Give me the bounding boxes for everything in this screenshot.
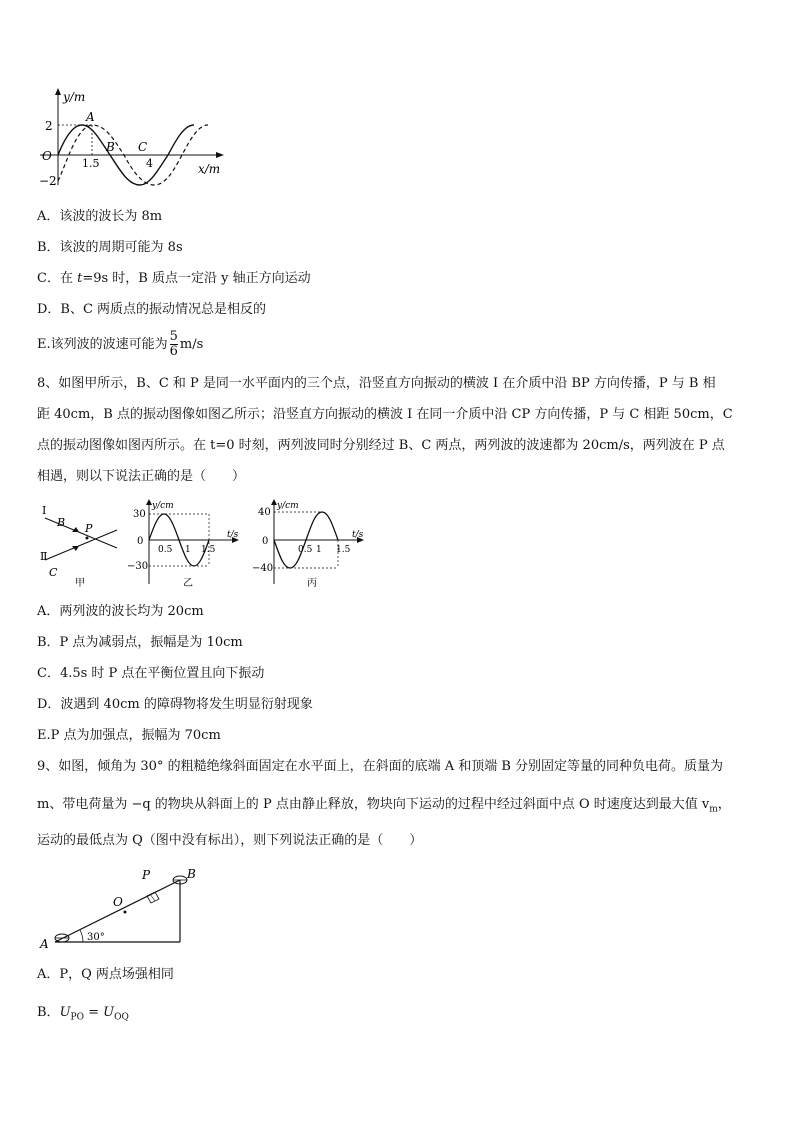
q7-option-e-fraction — [170, 330, 178, 359]
q8-stem-line-3: 点的振动图像如图丙所示。在 t=0 时刻，两列波同时分别经过 B、C 两点，两列波的波速都为 20cm/s，两列波在 P 点 — [37, 438, 725, 453]
q7-option-c-var: t — [77, 271, 83, 286]
q8-stem-line-2: 距 40cm，B 点的振动图像如图乙所示；沿竖直方向振动的横波 I 在同一介质中沿 CP 方向传播，P 与 C 相距 50cm，C — [37, 407, 733, 422]
q7-y-tick-top: 2 — [45, 119, 53, 133]
q9-fig-angle: 30° — [87, 932, 105, 943]
q8-yi-t2: 1 — [185, 545, 191, 555]
q9-fig-point-p: P — [142, 868, 151, 882]
q8-option-e: E.P 点为加强点，振幅为 70cm — [37, 728, 221, 743]
q7-x-axis-label: x/m — [198, 162, 221, 176]
q8-jia-wave-2: Ⅱ — [40, 550, 48, 563]
q7-y-axis-label: y/m — [63, 90, 86, 104]
q7-x-tick-2: 4 — [146, 157, 153, 170]
q8-option-a: A．两列波的波长均为 20cm — [37, 604, 204, 619]
q9-option-b-lhs: U — [59, 1005, 71, 1020]
q7-option-d: D．B、C 两质点的振动情况总是相反的 — [37, 302, 267, 317]
q9-fig-point-a: A — [40, 937, 49, 951]
q7-option-c-pre: C．在 — [37, 271, 78, 286]
q7-option-e-num: 5 — [169, 329, 178, 344]
q8-stem-line-1: 8、如图甲所示，B、C 和 P 是同一水平面内的三个点，沿竖直方向振动的横波 I 在介质中沿 BP 方向传播，P 与 B 相 — [37, 376, 716, 391]
q8-bing-t1: 0.5 — [298, 545, 313, 555]
q7-origin: O — [42, 149, 52, 163]
q8-bing-t2: 1 — [316, 545, 322, 555]
q8-bing-xlabel: t/s — [352, 530, 364, 540]
q7-point-c: C — [138, 140, 148, 154]
q9-stem-line-2-post: ， — [717, 797, 731, 812]
q8-option-c: C．4.5s 时 P 点在平衡位置且向下振动 — [37, 666, 265, 681]
q8-bing-origin: 0 — [262, 536, 269, 547]
q8-yi-t3: 1.5 — [201, 545, 216, 555]
q7-option-e — [37, 330, 203, 360]
q9-option-b — [37, 1004, 129, 1027]
q8-jia-point-b: B — [57, 516, 66, 529]
q9-fig-point-o: O — [113, 895, 123, 909]
q8-yi-caption: 乙 — [183, 578, 193, 589]
q9-option-b-rhs: U — [103, 1005, 115, 1020]
q7-wave-figure — [30, 85, 230, 190]
q9-option-a: A．P，Q 两点场强相同 — [37, 967, 174, 982]
q9-option-b-lhs-sub: PO — [70, 1012, 84, 1023]
q8-yi-ylabel: y/cm — [152, 501, 174, 511]
q7-option-b: B．该波的周期可能为 8s — [37, 240, 183, 255]
q9-stem-line-2-sub: m — [709, 804, 718, 815]
q9-stem-line-3: 运动的最低点为 Q（图中没有标出），则下列说法正确的是（ ） — [37, 833, 423, 848]
q8-yi-bottom: −30 — [127, 561, 149, 572]
q8-jia-point-p: P — [85, 522, 93, 535]
q8-bing-t3: 1.5 — [336, 545, 351, 555]
q7-option-c — [37, 270, 311, 288]
q8-bing-bottom: −40 — [252, 563, 274, 574]
q8-jia-wave-1: I — [42, 504, 47, 517]
q8-bing-ylabel: y/cm — [277, 501, 299, 511]
q8-yi-top: 30 — [133, 509, 146, 520]
q9-fig-point-b: B — [187, 867, 196, 881]
q8-figure-yi — [125, 498, 245, 590]
q8-jia-caption: 甲 — [75, 578, 85, 588]
q7-x-tick-1: 1.5 — [82, 157, 100, 170]
q8-yi-t1: 0.5 — [158, 545, 173, 555]
q9-incline-figure — [35, 862, 205, 954]
q8-figure-bing — [250, 498, 370, 590]
q9-option-b-eq: = — [83, 1005, 104, 1020]
q8-jia-point-c: C — [49, 566, 58, 579]
q9-option-b-label: B． — [37, 1005, 60, 1020]
q7-option-c-post: =9s 时，B 质点一定沿 y 轴正方向运动 — [82, 271, 311, 286]
q9-stem-line-1: 9、如图，倾角为 30° 的粗糙绝缘斜面固定在水平面上，在斜面的底端 A 和顶端 B 分别固定等量的同种负电荷。质量为 — [37, 759, 724, 774]
q9-stem-line-2 — [37, 796, 759, 819]
q8-yi-origin: 0 — [137, 536, 144, 547]
q8-option-d: D．波遇到 40cm 的障碍物将发生明显衍射现象 — [37, 697, 313, 712]
q7-option-e-pre: E.该列波的波速可能为 — [37, 337, 168, 352]
q8-bing-top: 40 — [258, 507, 271, 518]
q7-point-b: B — [106, 140, 115, 154]
q8-yi-xlabel: t/s — [227, 530, 239, 540]
q7-point-a: A — [86, 110, 95, 124]
q9-option-b-rhs-sub: OQ — [114, 1012, 129, 1023]
q8-figure-jia — [35, 500, 125, 588]
q8-stem-line-4: 相遇，则以下说法正确的是（ ） — [37, 469, 246, 484]
q7-option-a: A．该波的波长为 8m — [37, 209, 163, 224]
q8-bing-caption: 丙 — [307, 578, 317, 589]
q9-stem-line-2-pre: m、带电荷量为 −q 的物块从斜面上的 P 点由静止释放，物块向下运动的过程中经过斜面中点 O 时速度达到最大值 v — [37, 797, 710, 812]
q7-option-e-post: m/s — [179, 337, 204, 352]
q7-y-tick-bottom: −2 — [39, 174, 57, 188]
q8-option-b: B．P 点为减弱点，振幅是为 10cm — [37, 635, 243, 650]
q7-option-e-den: 6 — [169, 344, 178, 359]
